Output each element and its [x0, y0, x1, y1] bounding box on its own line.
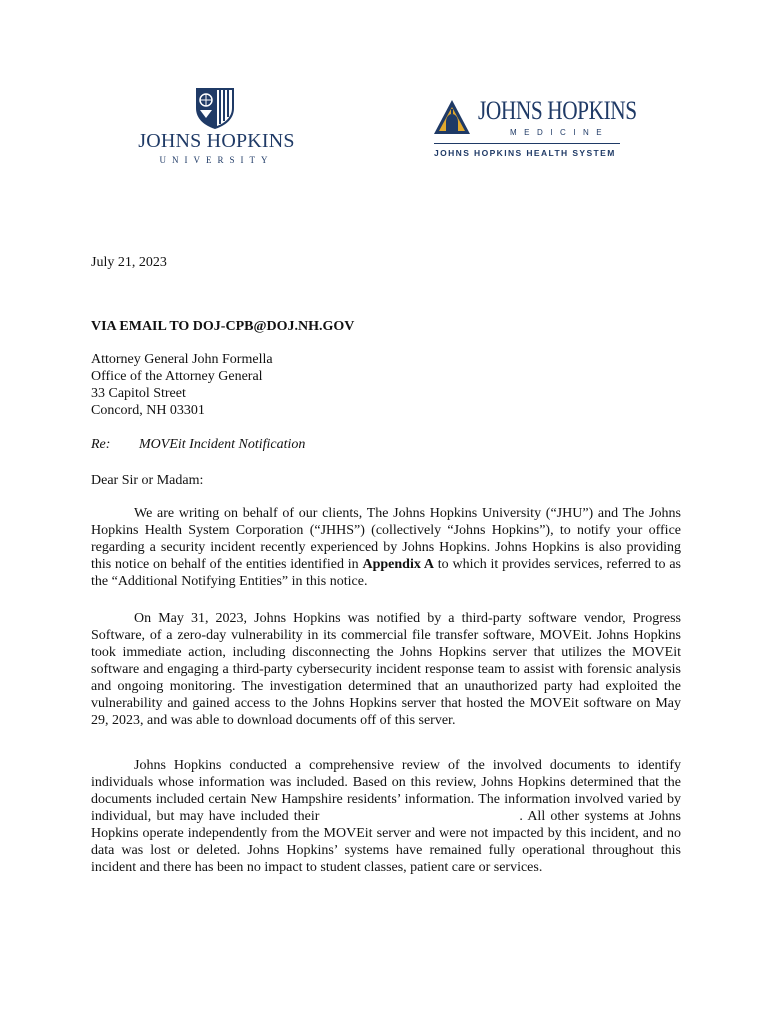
jhm-dome-icon	[432, 98, 472, 138]
jhu-logo	[134, 86, 299, 166]
paragraph-review	[91, 757, 681, 876]
letter-date: July 21, 2023	[91, 255, 167, 270]
paragraph-text: . All other systems at Johns Hopkins operate independently from the MOVEit server and were not impacted by this incident, and no data was lost or deleted. Johns Hopkins’ systems have remained fully operational throughout this incident and there has been no impact to student classes, patient care or services.	[91, 809, 681, 875]
recipient-address	[91, 351, 681, 419]
address-line: Attorney General John Formella	[91, 352, 273, 367]
jhm-logo-subtitle: MEDICINE	[510, 128, 610, 137]
subject-text: MOVEit Incident Notification	[139, 437, 306, 452]
paragraph-text: Johns Hopkins conducted a comprehensive review of the involved documents to identify individuals whose information was included. Based on this review, Johns Hopkins determined that the documents included certain New Hampshire residents’ information. The information involved varied by individual, but may have included their	[91, 758, 681, 824]
subject-line	[91, 436, 681, 453]
paragraph-text: We are writing on behalf of our clients, The Johns Hopkins University (“JHU”) and The Johns Hopkins Health System Corporation (“JHHS”) (collectively “Johns Hopkins”), to notify your office regarding a security incident recently experienced by Johns Hopkins. Johns Hopkins is also providing this notice on behalf of the entities identified in	[91, 506, 681, 572]
subject-label: Re:	[91, 437, 111, 452]
paragraph-text: to which it provides services, referred to as the “Additional Notifying Entities” in this notice.	[91, 557, 682, 589]
jhu-logo-subtitle: UNIVERSITY	[159, 155, 274, 165]
paragraph-incident: On May 31, 2023, Johns Hopkins was notified by a third-party software vendor, Progress Software, of a zero-day vulnerability in its commercial file transfer software, MOVEit. Johns Hopkins took immediate action, including disconnecting the Johns Hopkins server that utilizes the MOVEit software and engaging a third-party cybersecurity incident response team to assist with forensic analysis and ongoing monitoring. The investigation determined that an unauthorized party had exploited the vulnerability and gained access to the Johns Hopkins server that hosted the MOVEit software on May 29, 2023, and was able to download documents off of this server.	[91, 611, 681, 728]
jhm-logo	[432, 94, 637, 164]
jhu-shield-icon	[194, 86, 236, 130]
address-line: Office of the Attorney General	[91, 369, 263, 384]
paragraph-intro	[91, 505, 681, 590]
address-line: 33 Capitol Street	[91, 386, 186, 401]
jhm-logo-divider	[434, 143, 620, 144]
via-email-line: VIA EMAIL TO DOJ-CPB@DOJ.NH.GOV	[91, 319, 355, 334]
appendix-reference: Appendix A	[362, 557, 434, 572]
jhm-logo-system: JOHNS HOPKINS HEALTH SYSTEM	[434, 148, 616, 158]
address-line: Concord, NH 03301	[91, 403, 205, 418]
jhu-logo-name: JOHNS HOPKINS	[138, 130, 295, 152]
jhm-logo-name: JOHNS HOPKINS	[478, 96, 637, 125]
salutation: Dear Sir or Madam:	[91, 473, 204, 488]
